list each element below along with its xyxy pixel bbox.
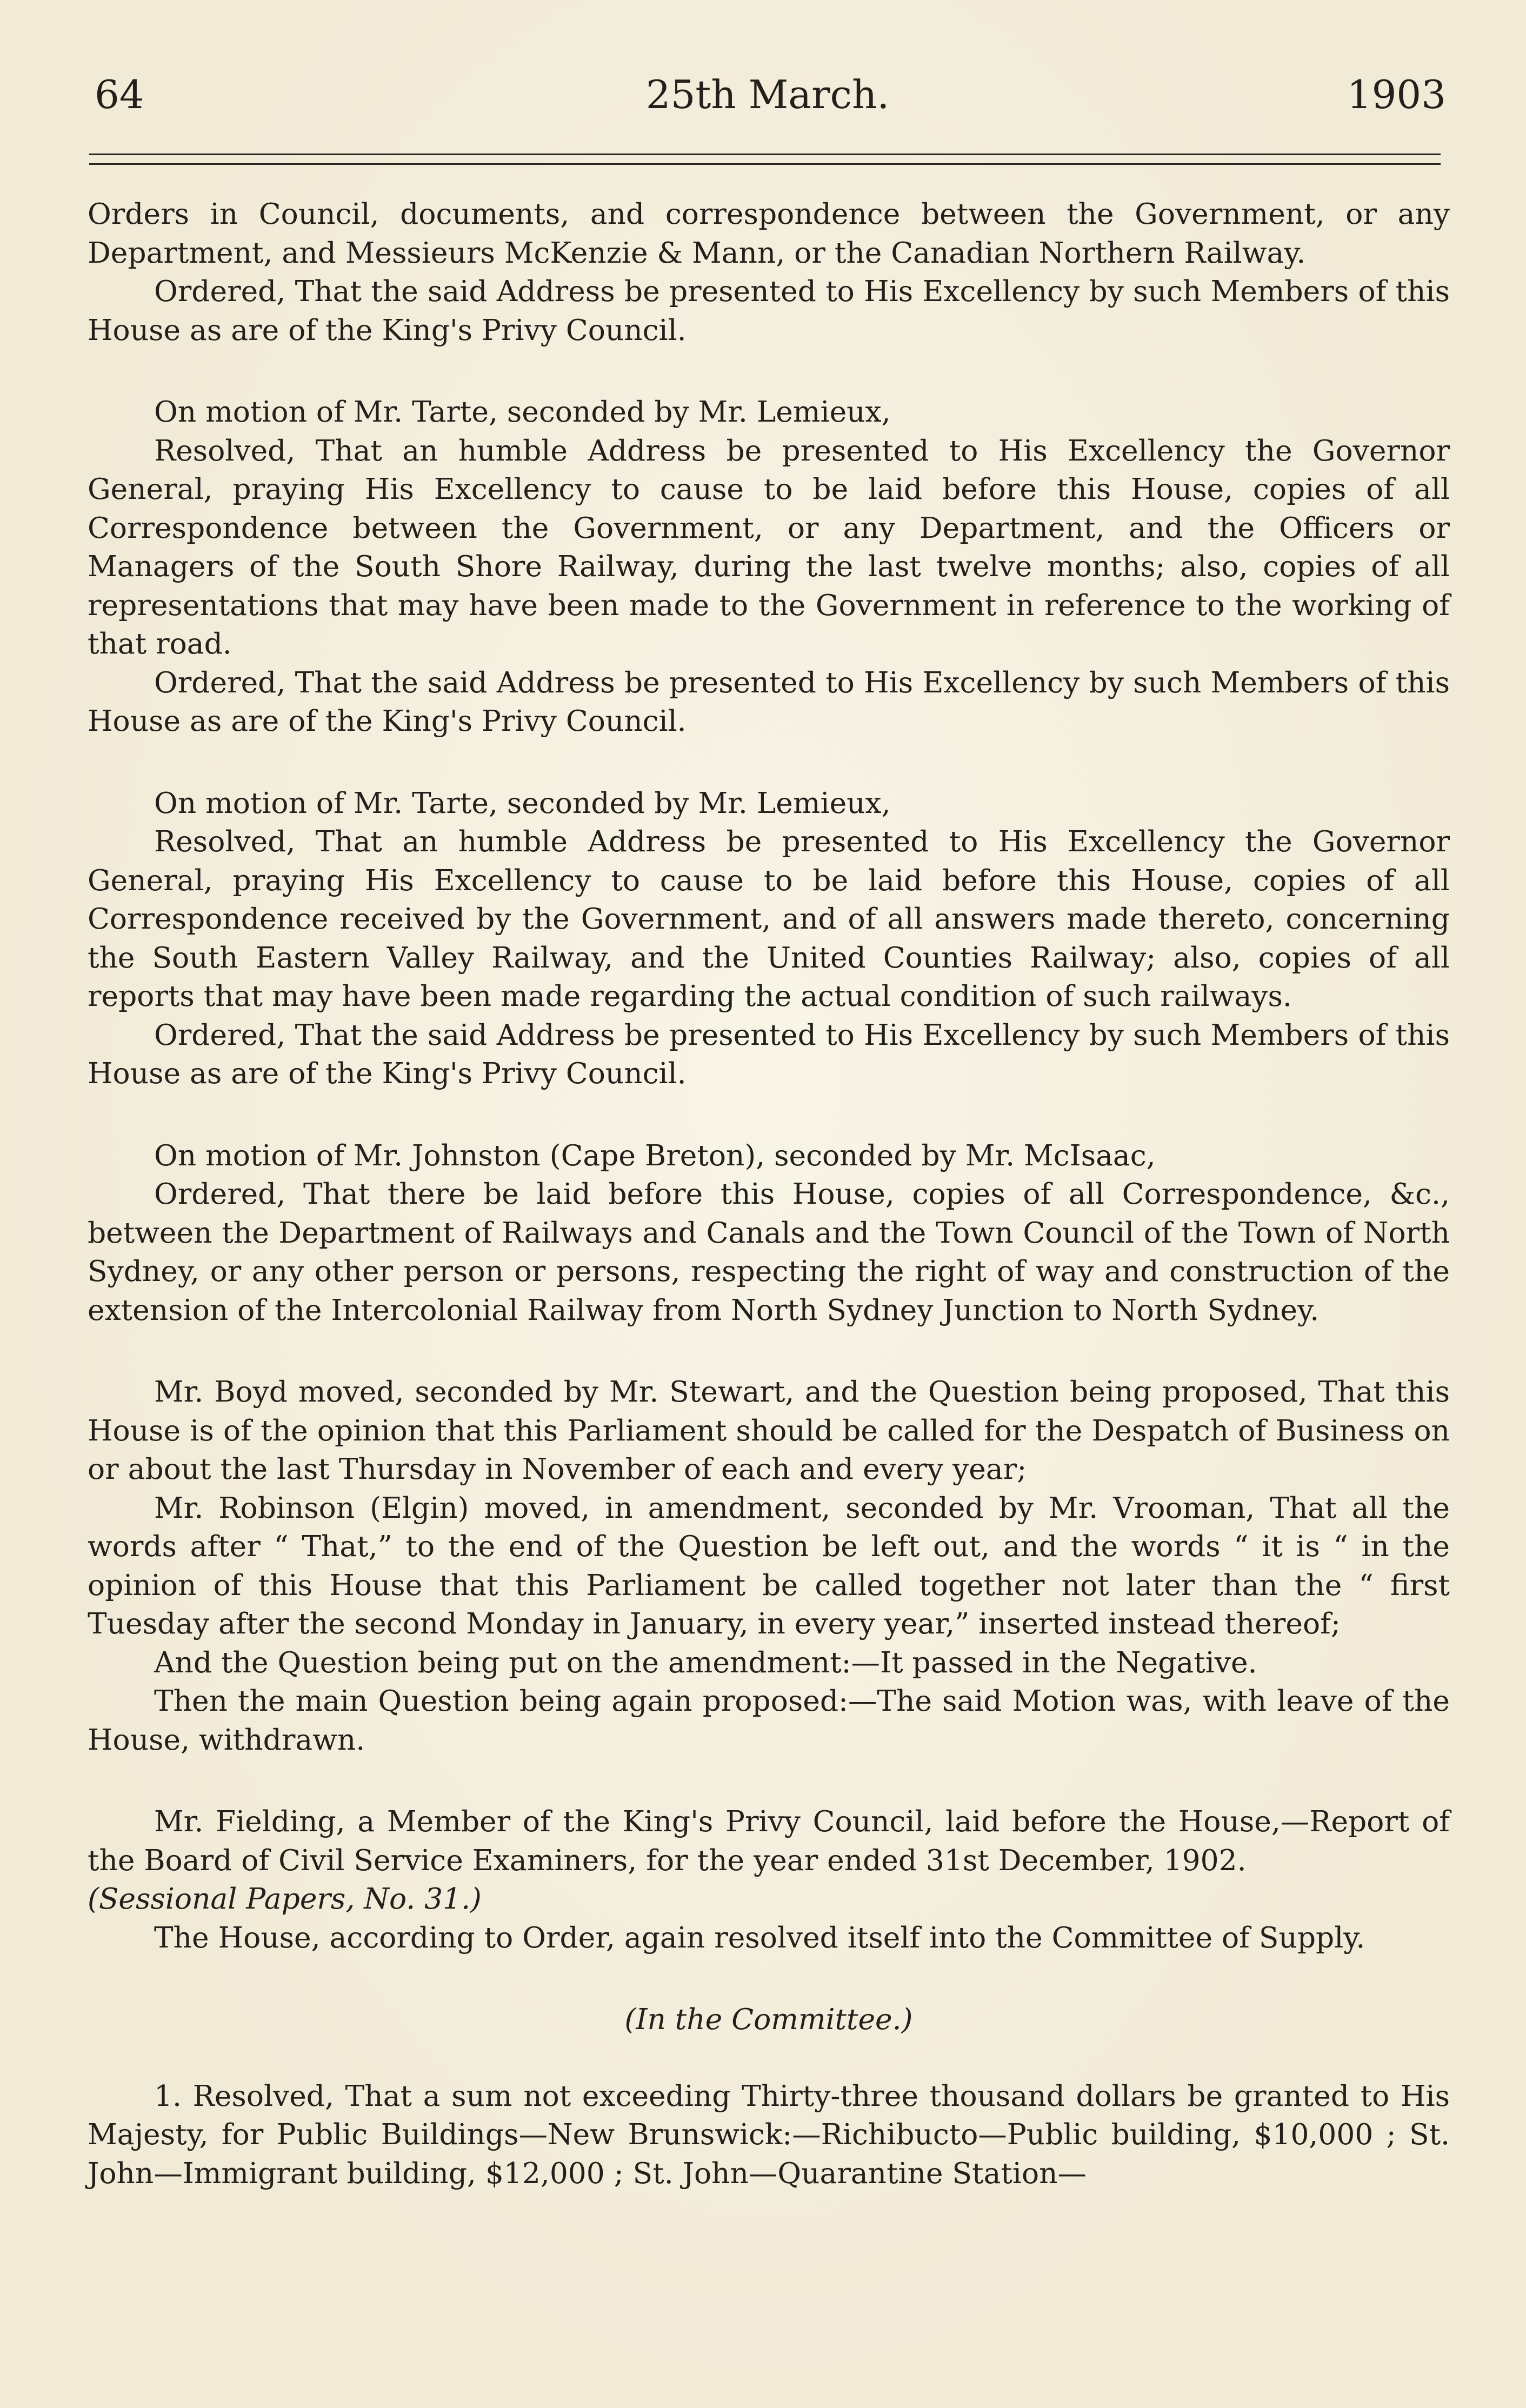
paragraph: Then the main Question being again proposed:—The said Motion was, with leave of the House, withdrawn.: [88, 1684, 1450, 1757]
paragraph: Mr. Robinson (Elgin) moved, in amendment, seconded by Mr. Vrooman, That all the words after “ That,” to the end of the Question be left out, and the words “ it is “ in the opinion of this House that this Parliament be called together not later than the “ first Tuesday after the second Monday in January, in every year,” inserted instead thereof;: [88, 1490, 1450, 1640]
resolution-paragraph: 1. Resolved, That a sum not exceeding Thirty-three thousand dollars be granted to His Majesty, for Public Buildings—New Brunswick:—Richibucto—Public building, $10,000 ; St. John—Immigrant building, $12,000 ; St. John—Quarantine Station—: [88, 2078, 1450, 2190]
section-gap: [88, 1957, 1450, 2000]
header-rule-bottom: [89, 163, 1441, 165]
section-gap: [88, 2039, 1450, 2077]
journal-body: [88, 195, 1450, 2192]
paragraph: Ordered, That there be laid before this House, copies of all Correspondence, &c., between the Department of Railways and Canals and the Town Council of the Town of North Sydney, or any other person or persons, respecting the right of way and construction of the extension of the Intercolonial Railway from North Sydney Junction to North Sydney.: [88, 1177, 1450, 1327]
paragraph: Ordered, That the said Address be presented to His Excellency by such Members of this House as are of the King's Privy Council.: [88, 274, 1450, 347]
paragraph: Ordered, That the said Address be presented to His Excellency by such Members of this House as are of the King's Privy Council.: [88, 1017, 1450, 1090]
paragraph: The House, according to Order, again resolved itself into the Committee of Supply.: [154, 1920, 1365, 1955]
committee-heading: (In the Committee.): [624, 2002, 913, 2036]
paragraph: Mr. Boyd moved, seconded by Mr. Stewart, and the Question being proposed, That this House is of the opinion that this Parliament should be called for the Despatch of Business on or about the last Thursday in November of each and every year;: [88, 1375, 1450, 1486]
section-gap: [88, 741, 1450, 784]
section-gap: [88, 349, 1450, 392]
header-rule-top: [89, 154, 1441, 155]
sessional-papers-ref: (Sessional Papers, No. 31.): [88, 1882, 482, 1916]
paragraph: Resolved, That an humble Address be presented to His Excellency the Governor General, praying His Excellency to cause to be laid before this House, copies of all Correspondence received by the Government, and of all answers made thereto, concerning the South Eastern Valley Railway, and the United Counties Railway; also, copies of all reports that may have been made regarding the actual condition of such railways.: [88, 824, 1450, 1013]
paragraph: Orders in Council, documents, and correspondence between the Government, or any Department, and Messieurs McKenzie & Mann, or the Canadian Northern Railway.: [88, 197, 1450, 270]
page-header: [89, 65, 1446, 124]
page-date: 25th March.: [645, 72, 890, 117]
motion-line: On motion of Mr. Tarte, seconded by Mr. Lemieux,: [154, 785, 891, 820]
paragraph: Mr. Fielding, a Member of the King's Privy Council, laid before the House,—Report of the Board of Civil Service Examiners, for the year ended 31st December, 1902.: [88, 1804, 1450, 1877]
paragraph: Resolved, That an humble Address be presented to His Excellency the Governor General, praying His Excellency to cause to be laid before this House, copies of all Correspondence between the Government, or any Department, and the Officers or Managers of the South Shore Railway, during the last twelve months; also, copies of all representations that may have been made to the Government in reference to the working of that road.: [88, 433, 1450, 661]
motion-line: On motion of Mr. Tarte, seconded by Mr. Lemieux,: [154, 395, 891, 429]
page-year: 1903: [1347, 72, 1446, 117]
section-gap: [88, 1759, 1450, 1802]
paragraph: And the Question being put on the amendment:—It passed in the Negative.: [154, 1645, 1257, 1679]
motion-line: On motion of Mr. Johnston (Cape Breton), seconded by Mr. McIsaac,: [154, 1138, 1156, 1172]
page-number: 64: [95, 72, 144, 117]
section-gap: [88, 1093, 1450, 1136]
section-gap: [88, 1329, 1450, 1372]
paragraph: Ordered, That the said Address be presented to His Excellency by such Members of this House as are of the King's Privy Council.: [88, 665, 1450, 738]
